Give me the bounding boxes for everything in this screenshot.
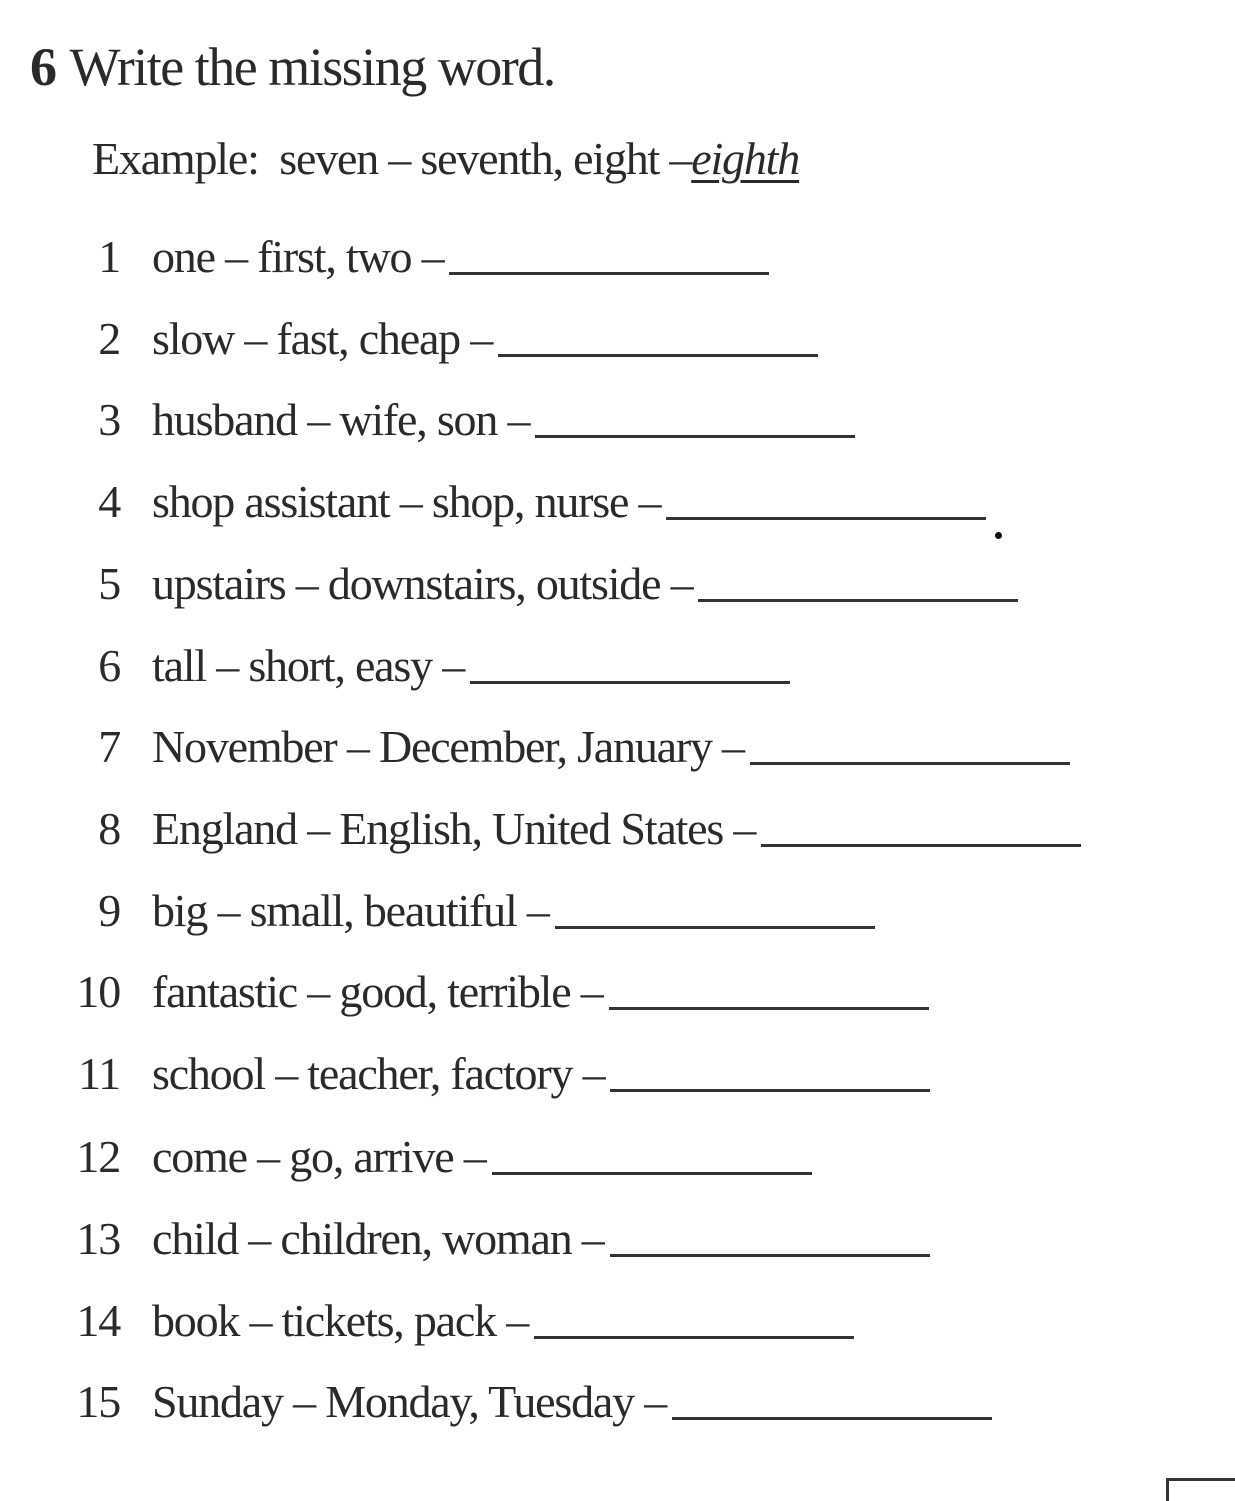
answer-blank[interactable] <box>610 1089 930 1092</box>
exercise-number: 6 <box>30 37 56 97</box>
answer-blank[interactable] <box>534 1336 854 1339</box>
item-number: 12 <box>76 1131 120 1182</box>
item-prompt: upstairs – downstairs, outside – <box>152 558 693 609</box>
item-prompt: November – December, January – <box>152 721 744 772</box>
answer-blank[interactable] <box>750 762 1070 765</box>
example-label: Example: <box>92 133 259 184</box>
answer-blank[interactable] <box>698 599 1018 602</box>
item-number: 7 <box>98 721 120 772</box>
item-number: 5 <box>98 558 120 609</box>
answer-blank[interactable] <box>492 1172 812 1175</box>
stray-dot <box>995 532 1002 539</box>
item-number: 6 <box>98 640 120 691</box>
item-prompt: slow – fast, cheap – <box>152 313 493 364</box>
item-prompt: come – go, arrive – <box>152 1131 486 1182</box>
answer-blank[interactable] <box>535 435 855 438</box>
item-number: 2 <box>98 313 120 364</box>
exercise-title <box>30 36 555 98</box>
answer-blank[interactable] <box>470 681 790 684</box>
example-prompt: seven – seventh, eight – <box>279 133 692 184</box>
item-prompt: shop assistant – shop, nurse – <box>152 476 661 527</box>
item-number: 8 <box>98 803 120 854</box>
item-prompt: book – tickets, pack – <box>152 1295 529 1346</box>
item-prompt: fantastic – good, terrible – <box>152 966 603 1017</box>
item-prompt: tall – short, easy – <box>152 640 464 691</box>
item-prompt: school – teacher, factory – <box>152 1048 605 1099</box>
item-prompt: husband – wife, son – <box>152 394 530 445</box>
item-prompt: big – small, beautiful – <box>152 885 549 936</box>
answer-blank[interactable] <box>666 517 986 520</box>
page-corner-box <box>1166 1478 1235 1501</box>
item-number: 4 <box>98 476 120 527</box>
item-prompt: England – English, United States – <box>152 803 756 854</box>
answer-blank[interactable] <box>761 844 1081 847</box>
item-prompt: Sunday – Monday, Tuesday – <box>152 1376 667 1427</box>
answer-blank[interactable] <box>555 926 875 929</box>
answer-blank[interactable] <box>449 272 769 275</box>
item-number: 10 <box>76 966 120 1017</box>
item-number: 9 <box>98 885 120 936</box>
item-number: 14 <box>76 1295 120 1346</box>
answer-blank[interactable] <box>609 1007 929 1010</box>
exercise-instruction: Write the missing word. <box>69 37 555 97</box>
item-prompt: child – children, woman – <box>152 1213 604 1264</box>
answer-blank[interactable] <box>610 1254 930 1257</box>
example-answer: eighth <box>691 133 800 184</box>
answer-blank[interactable] <box>498 354 818 357</box>
item-prompt: one – first, two – <box>152 231 444 282</box>
item-number: 13 <box>76 1213 120 1264</box>
item-number: 15 <box>76 1376 120 1427</box>
answer-blank[interactable] <box>672 1417 992 1420</box>
item-number: 3 <box>98 394 120 445</box>
item-number: 11 <box>78 1048 120 1099</box>
example-line <box>92 132 799 185</box>
item-number: 1 <box>98 231 120 282</box>
